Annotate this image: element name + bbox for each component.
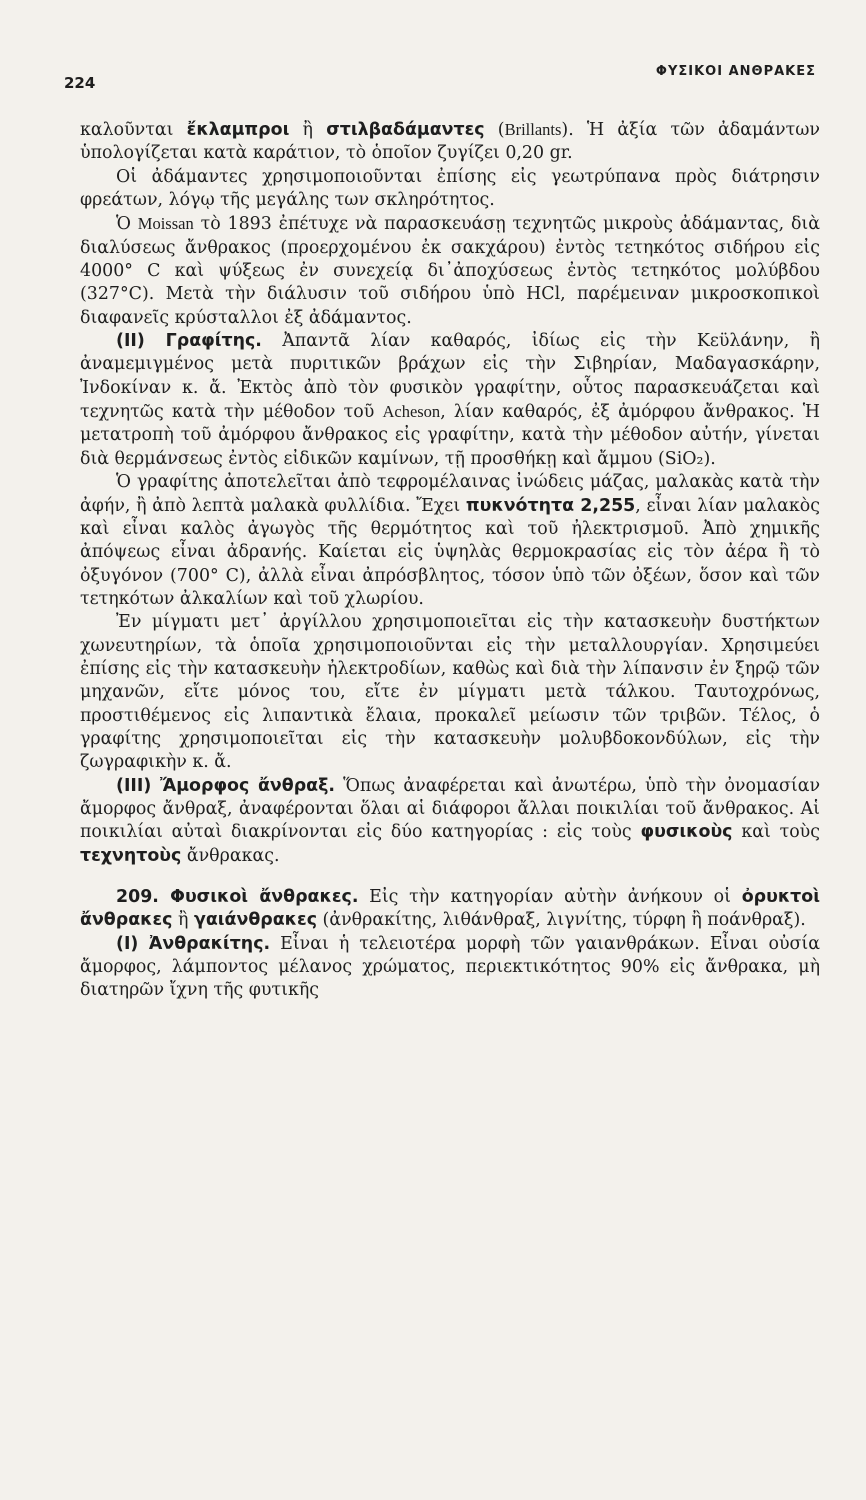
text-run: τὸ 1893 ἐπέτυχε νὰ παρασκευάσῃ τεχνητῶς μικροὺς ἀδάμαντας, διὰ διαλύσεως ἄνθρακος (προερχομένου ἐκ σακχάρου) ἐντὸς τετηκότος σιδήρου εἰς 4000° C καὶ ψύξεως ἐν συνεχείᾳ δι᾽ἀποχύσεως ἐντὸς τετηκότος μολύβδου (327°C). Μετὰ τὴν διάλυσιν τοῦ σιδήρου ὑπὸ HCl, παρέμειναν μικροσκοπικοὶ διαφανεῖς κρύσταλλοι ἐξ ἀδάμαντος. [80,214,820,328]
term-stilvadamantes: στιλβαδάμαντες [326,120,485,140]
term-density: πυκνότητα 2,255 [465,495,636,516]
term-geanthrakes: γαιάνθρακες [193,910,318,931]
page-number: 224 [64,74,96,92]
paragraph-3 [80,212,820,330]
text-run: (ἀνθρακίτης, λιθάνθραξ, λιγνίτης, τύρφη ἢ ποάνθραξ). [317,910,806,931]
text-run: Ἀπαντᾶ λίαν καθαρός, ἰδίως εἰς τὴν Κεϋλάνην, ἢ ἀναμεμιγμένος μετὰ πυριτικῶν βράχων εἰς τὴν Σιβηρίαν, Μαδαγασκάρην, Ἰνδοκίναν κ. ἄ. Ἐκτὸς ἀπὸ τὸν φυσικὸν γραφίτην, οὗτος παρασκευάζεται καὶ τεχνητῶς κατὰ τὴν μέθοδον τοῦ [80,331,820,423]
text-run: Ὁ γραφίτης ἀποτελεῖται ἀπὸ τεφρομέλαινας ἰνώδεις μάζας, μαλακὰς κατὰ τὴν ἀφήν, ἢ ἀπὸ λεπτὰ μαλακὰ φυλλίδια. Ἔχει [80,472,820,516]
paragraph-graphite [80,330,820,471]
text-run: ( [484,120,505,140]
section-heading: 209. Φυσικοὶ ἄνθρακες. [116,887,359,907]
text-run: Ὅπως ἀναφέρεται καὶ ἀνωτέρω, ὑπὸ τὴν ὀνομασίαν ἄμορφος ἄνθραξ, ἀναφέρονται ὅλαι αἱ διάφοροι ἄλλαι ποικιλίαι τοῦ ἄνθρακος. Αἱ ποικιλίαι αὐταὶ διακρίνονται εἰς δύο κατηγορίας : εἰς τοὺς [80,775,821,843]
text-run: καλοῦνται [80,120,187,140]
text-run: Εἶναι ἡ τελειοτέρα μορφὴ τῶν γαιανθράκων. Εἶναι οὐσία ἄμορφος, λάμποντος μέλανος χρώματος, περιεκτικότητος 90% εἰς ἄνθρακα, μὴ διατηρῶν ἴχνη τῆς φυτικῆς [80,933,820,1001]
term-artificial: τεχνητοὺς [80,845,182,866]
text-run: Εἰς τὴν κατηγορίαν αὐτὴν ἀνήκουν οἱ [358,887,742,907]
term-mineral-coals: ὀρυκτοὶ ἄνθρακες [80,887,821,931]
paragraph-1 [80,118,820,166]
text-run: , λίαν καθαρός, ἐξ ἀμόρφου ἄνθρακος. Ἡ μετατροπὴ τοῦ ἀμόρφου ἄνθρακος εἰς γραφίτην, κατὰ τὴν μέθοδον αὐτήν, γίνεται διὰ θερμάνσεως ἐντὸς εἰδικῶν καμίνων, τῇ προσθήκῃ καὶ ἄμμου (SiO₂). [80,402,821,469]
text-run: ἢ [289,120,327,140]
text-run: καὶ τοὺς [732,822,820,843]
paragraph-2: Οἱ ἀδάμαντες χρησιμοποιοῦνται ἐπίσης εἰς γεωτρύπανα πρὸς διάτρησιν φρεάτων, λόγῳ τῆς μεγάλης των σκληρότητος. [80,166,820,211]
text-run: , εἶναι λίαν μαλακὸς καὶ εἶναι καλὸς ἀγωγὸς τῆς θερμότητος καὶ τοῦ ἠλεκτρισμοῦ. Ἀπὸ χημικῆς ἀπόψεως εἶναι ἀδρανής. Καίεται εἰς ὑψηλὰς θερμοκρασίας εἰς τὸν ἀέρα ἢ τὸ ὀξυγόνον (700° C), ἀλλὰ εἶναι ἀπρόσβλητος, τόσον ὑπὸ τῶν ὀξέων, ὅσον καὶ τῶν τετηκότων ἀλκαλίων καὶ τοῦ χλωρίου. [80,495,820,609]
text-run: ἢ [172,910,194,931]
text-run: Ὁ [116,214,138,235]
term-physical: φυσικοὺς [640,822,733,843]
paragraph-6: Ἐν μίγματι μετ᾽ ἀργίλλου χρησιμοποιεῖται εἰς τὴν κατασκευὴν δυστήκτων χωνευτηρίων, τὰ ὁποῖα χρησιμοποιοῦνται εἰς τὴν μεταλλουργίαν. Χρησιμεύει ἐπίσης εἰς τὴν κατασκευὴν ἠλεκτροδίων, καθὼς καὶ διὰ τὴν λίπανσιν ἐν ξηρῷ τῶν μηχανῶν, εἴτε μόνος του, εἴτε ἐν μίγματι μετὰ τάλκου. Ταυτοχρόνως, προστιθέμενος εἰς λιπαντικὰ ἔλαια, προκαλεῖ μείωσιν τῶν τριβῶν. Τέλος, ὁ γραφίτης χρησιμοποιεῖται εἰς τὴν κατασκευὴν μολυβδοκονδύλων, εἰς τὴν ζωγραφικὴν κ. ἄ. [80,612,820,773]
section-heading: (II) Γραφίτης. [116,331,262,352]
latin-name: Moissan [137,214,194,234]
text-run: ). Ἡ ἀξία τῶν ἀδαμάντων ὑπολογίζεται κατὰ καράτιον, τὸ ὁποῖον ζυγίζει 0,20 gr. [80,120,820,164]
paragraph-5 [80,471,820,611]
running-header: ΦΥΣΙΚΟΙ ΑΝΘΡΑΚΕΣ [655,64,816,79]
paragraph-section-209 [80,886,820,933]
section-heading: (III) Ἄμορφος ἄνθραξ. [116,775,336,796]
paragraph-amorphous [80,775,820,868]
section-heading: (I) Ἀνθρακίτης. [116,933,271,954]
body-text [80,118,820,1003]
latin-name: Acheson [382,402,441,422]
term-eklampros: ἔκλαμπροι [186,120,290,140]
paragraph-anthracite [80,933,820,1003]
text-run: ἄνθρακας. [181,845,280,866]
latin-term: Brillants [504,120,562,139]
